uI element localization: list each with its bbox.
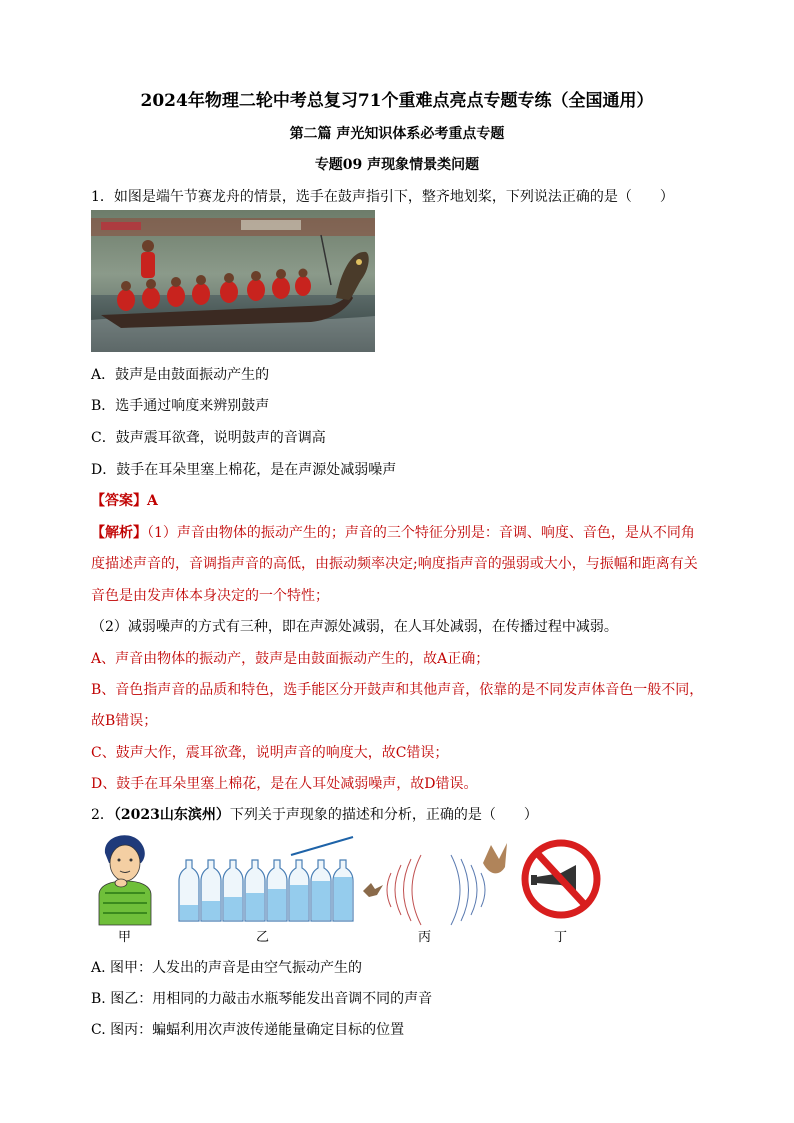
q1-analysis-line-4: （2）减弱噪声的方式有三种，即在声源处减弱，在人耳处减弱，在传播过程中减弱。 [91, 619, 618, 635]
answer-label: 【答案】 [91, 493, 147, 509]
q1-analysis-line-5: A、声音由物体的振动产，鼓声是由鼓面振动产生的，故A正确； [91, 651, 490, 667]
no-horn-sign-icon [525, 843, 597, 915]
q2-figure [91, 833, 611, 928]
q1-analysis-line-7: 故B错误； [91, 713, 158, 729]
fig-label-yi: 乙 [256, 930, 270, 945]
q1-analysis-line-9: D、鼓手在耳朵里塞上棉花，是在人耳处减弱噪声，故D错误。 [91, 776, 478, 792]
q1-option-d: D．鼓手在耳朵里塞上棉花，是在声源处减弱噪声 [91, 462, 397, 478]
bats-illustration [363, 843, 507, 925]
part-title: 第二篇 声光知识体系必考重点专题 [289, 126, 505, 142]
q1-option-a: A．鼓声是由鼓面振动产生的 [91, 367, 270, 383]
q2-option-c: C. 图丙：蝙蝠利用次声波传递能量确定目标的位置 [91, 1022, 405, 1038]
q1-stem: 1．如图是端午节赛龙舟的情景，选手在鼓声指引下，整齐地划桨，下列说法正确的是（ ） [91, 189, 674, 205]
q1-option-c: C．鼓声震耳欲聋，说明鼓声的音调高 [91, 430, 326, 446]
fig-label-jia: 甲 [118, 930, 132, 945]
fig-label-bing: 丙 [418, 930, 432, 945]
document-title: 2024年物理二轮中考总复习71个重难点亮点专题专练（全国通用） [140, 91, 654, 111]
q1-option-b: B．选手通过响度来辨别鼓声 [91, 398, 270, 414]
analysis-label: 【解析】 [91, 525, 147, 541]
answer-value: A [147, 493, 158, 509]
q2-option-a: A. 图甲：人发出的声音是由空气振动产生的 [91, 960, 363, 976]
q2-option-b: B. 图乙：用相同的力敲击水瓶琴能发出音调不同的声音 [91, 991, 433, 1007]
q1-analysis-line-1: 【解析】（1）声音由物体的振动产生的；声音的三个特征分别是：音调、响度、音色，是从不同角 [91, 525, 695, 541]
q1-analysis-line-6: B、音色指声音的品质和特色，选手能区分开鼓声和其他声音，依靠的是不同发声体音色一般不同， [91, 682, 704, 698]
q1-analysis-line-2: 度描述声音的，音调指声音的高低，由振动频率决定;响度指声音的强弱或大小，与振幅和距离有关 [91, 556, 698, 572]
q1-analysis-line-3: 音色是由发声体本身决定的一个特性； [91, 588, 329, 604]
dragon-boat-photo [91, 210, 375, 352]
q1-answer [91, 490, 158, 510]
q2-source: （2023山东滨州） [113, 807, 230, 823]
q1-analysis-line-8: C、鼓声大作，震耳欲聋，说明声音的响度大，故C错误； [91, 745, 449, 761]
fig-label-ding: 丁 [554, 930, 568, 945]
q2-stem: 2．（2023山东滨州）下列关于声现象的描述和分析，正确的是（ ） [91, 807, 538, 823]
topic-title: 专题09 声现象情景类问题 [314, 157, 480, 173]
person-illustration [99, 835, 151, 925]
